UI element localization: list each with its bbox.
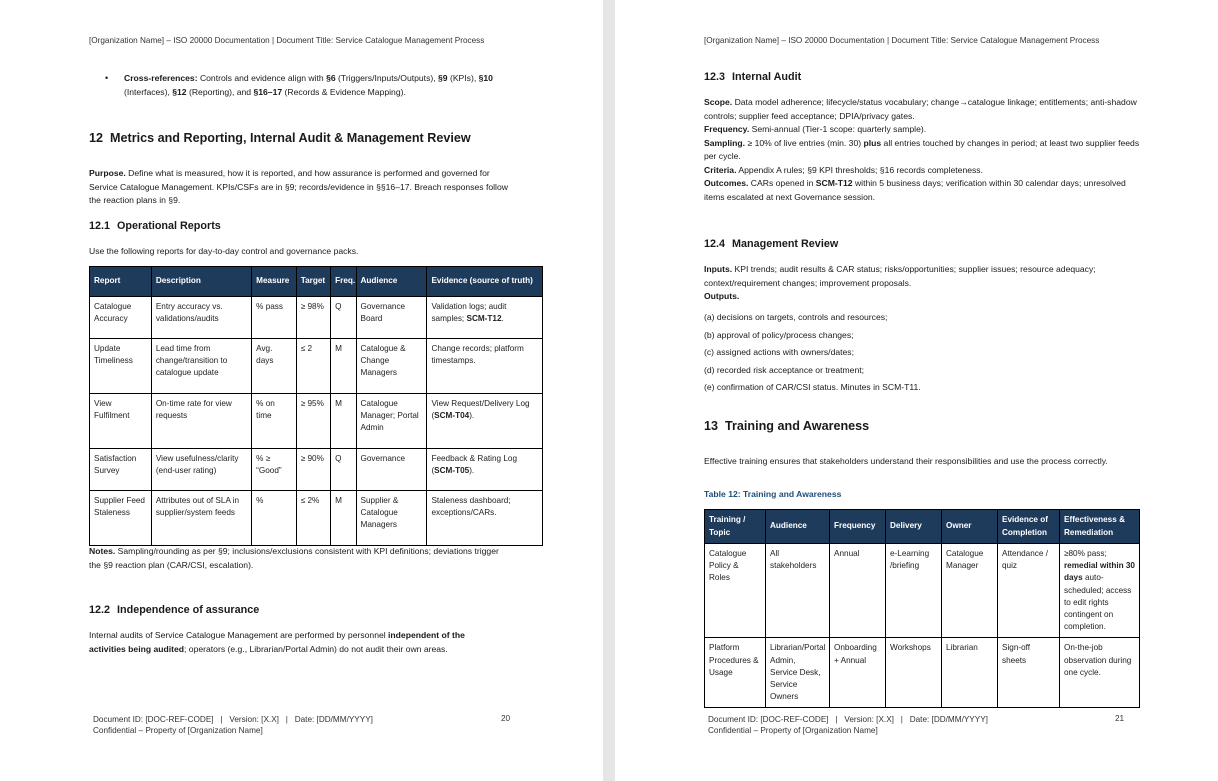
page-header: [Organization Name] – ISO 20000 Documentation | Document Title: Service Catalogue Management Process xyxy=(89,36,485,45)
table-cell: e-Learning /briefing xyxy=(886,544,942,638)
table-cell: View Fulfilment xyxy=(90,394,152,449)
table-cell: ≥ 98% xyxy=(296,297,330,339)
table-cell: ≤ 2 xyxy=(296,339,330,394)
table-cell: Catalogue Manager; Portal Admin xyxy=(356,394,427,449)
table-cell: Platform Procedures & Usage xyxy=(705,638,766,708)
table-cell: Validation logs; audit samples; SCM-T12. xyxy=(427,297,543,339)
list-item: (e) confirmation of CAR/CSI status. Minutes in SCM-T11. xyxy=(704,382,921,392)
outputs-label: Outputs. xyxy=(704,291,740,301)
table-cell: ≥80% pass; remedial within 30 days auto-scheduled; access to edit rights contingent on completion. xyxy=(1060,544,1140,638)
list-item: (b) approval of policy/process changes; xyxy=(704,329,854,340)
purpose-paragraph: Purpose. Define what is measured, how it is reported, and how assurance is performed and governed for Service Catalogue Management. KPIs/CSFs are in §9; records/evidence in §§16–17. Breach responses follow the reaction plans in §9. xyxy=(89,168,508,205)
table-cell: Sign-off sheets xyxy=(998,638,1060,708)
table-cell: Catalogue Manager xyxy=(942,544,998,638)
table-cell: M xyxy=(331,491,356,546)
table-cell: Governance xyxy=(356,449,427,491)
column-header: Training / Topic xyxy=(705,510,766,544)
criteria-line: Criteria. Appendix A rules; §9 KPI thresholds; §16 records completeness. xyxy=(704,164,983,175)
document-page-20 xyxy=(0,0,603,781)
outcomes-line: Outcomes. CARs opened in SCM-T12 within 5 business days; verification within 30 calendar days; unresolved items escalated at next Governance session. xyxy=(704,178,1126,202)
table-cell: Catalogue Accuracy xyxy=(90,297,152,339)
table-cell: Supplier Feed Staleness xyxy=(90,491,152,546)
table-cell: ≤ 2% xyxy=(296,491,330,546)
cross-references-bullet: • Cross-references: Controls and evidence align with §6 (Triggers/Inputs/Outputs), §9 (KPIs), §10 (Interfaces), §12 (Reporting), and §16–17 (Records & Evidence Mapping). xyxy=(105,73,493,97)
management-review-inputs: Inputs. KPI trends; audit results & CAR status; risks/opportunities; supplier issues; resource adequacy; context/requirement changes; improvement proposals. Outputs. xyxy=(704,263,1144,304)
column-header: Report xyxy=(90,267,152,297)
section-12-1-heading: 12.1 Operational Reports xyxy=(89,220,221,232)
table-cell: Change records; platform timestamps. xyxy=(427,339,543,394)
column-header: Freq. xyxy=(331,267,356,297)
table-cell: Update Timeliness xyxy=(90,339,152,394)
table-row xyxy=(90,394,543,449)
table-cell: Librarian/Portal Admin, Service Desk, Service Owners xyxy=(766,638,830,708)
frequency-line: Frequency. Semi-annual (Tier-1 scope: quarterly sample). xyxy=(704,124,927,134)
document-page-21 xyxy=(615,0,1218,781)
column-header: Description xyxy=(151,267,251,297)
table-cell: On-time rate for view requests xyxy=(151,394,251,449)
table-row xyxy=(705,638,1140,708)
table-cell: Supplier & Catalogue Managers xyxy=(356,491,427,546)
list-item: (d) recorded risk acceptance or treatment; xyxy=(704,364,865,375)
table-cell: Librarian xyxy=(942,638,998,708)
section-12-4-heading: 12.4 Management Review xyxy=(704,238,839,250)
table-cell: Staleness dashboard; exceptions/CARs. xyxy=(427,491,543,546)
section-12-heading: 12 Metrics and Reporting, Internal Audit & Management Review xyxy=(89,131,471,145)
table-cell: Satisfaction Survey xyxy=(90,449,152,491)
bullet-dot: • xyxy=(105,73,109,83)
section-12-3-heading: 12.3 Internal Audit xyxy=(704,71,802,83)
table-cell: Attributes out of SLA in supplier/system feeds xyxy=(151,491,251,546)
training-intro: Effective training ensures that stakeholders understand their responsibilities and use the process correctly. xyxy=(704,456,1108,466)
table-cell: % ≥ “Good” xyxy=(252,449,297,491)
column-header: Evidence (source of truth) xyxy=(427,267,543,297)
table-cell: View Request/Delivery Log (SCM-T04). xyxy=(427,394,543,449)
operational-reports-intro: Use the following reports for day-to-day control and governance packs. xyxy=(89,246,359,256)
section-13-heading: 13 Training and Awareness xyxy=(704,419,870,433)
table-cell: On-the-job observation during one cycle. xyxy=(1060,638,1140,708)
table-cell: Attendance / quiz xyxy=(998,544,1060,638)
table-cell: Lead time from change/transition to catalogue update xyxy=(151,339,251,394)
page-number: 20 xyxy=(501,714,511,723)
scope-line: Scope. Data model adherence; lifecycle/status vocabulary; change→catalogue linkage; entitlements; anti-shadow controls; supplier feed acceptance; DPIA/privacy gates. xyxy=(704,97,1137,121)
page-number: 21 xyxy=(1115,714,1125,723)
table-cell: ≥ 90% xyxy=(296,449,330,491)
independence-paragraph: Internal audits of Service Catalogue Management are performed by personnel independent of the activities being audited; operators (e.g., Librarian/Portal Admin) do not audit their own areas. xyxy=(89,630,465,654)
table-cell: Q xyxy=(331,449,356,491)
table-row xyxy=(90,491,543,546)
column-header: Frequency xyxy=(830,510,886,544)
table-row xyxy=(90,449,543,491)
column-header: Measure xyxy=(252,267,297,297)
table-cell: Feedback & Rating Log (SCM-T05). xyxy=(427,449,543,491)
table-cell: Annual xyxy=(830,544,886,638)
column-header: Target xyxy=(296,267,330,297)
page-footer: Document ID: [DOC-REF-CODE] | Version: [X.X] | Date: [DD/MM/YYYY] Confidential – Property of [Organization Name] xyxy=(93,715,373,735)
table-header-row xyxy=(90,267,543,297)
column-header: Owner xyxy=(942,510,998,544)
column-header: Audience xyxy=(766,510,830,544)
sampling-line: Sampling. ≥ 10% of live entries (min. 30) plus all entries touched by changes in period; at least two supplier feeds per cycle. xyxy=(704,137,1140,161)
internal-audit-details xyxy=(704,96,1144,204)
table-cell: Catalogue Policy & Roles xyxy=(705,544,766,638)
table-cell: Entry accuracy vs. validations/audits xyxy=(151,297,251,339)
table-cell: View usefulness/clarity (end-user rating) xyxy=(151,449,251,491)
table-row xyxy=(90,339,543,394)
table-cell: Onboarding + Annual xyxy=(830,638,886,708)
column-header: Effectiveness & Remediation xyxy=(1060,510,1140,544)
table-cell: All stakeholders xyxy=(766,544,830,638)
table-cell: % pass xyxy=(252,297,297,339)
list-item: (c) assigned actions with owners/dates; xyxy=(704,347,854,357)
table-caption: Table 12: Training and Awareness xyxy=(704,489,842,499)
table-row xyxy=(90,297,543,339)
page-footer: Document ID: [DOC-REF-CODE] | Version: [X.X] | Date: [DD/MM/YYYY] Confidential – Property of [Organization Name] xyxy=(708,715,988,735)
table-cell: ≥ 95% xyxy=(296,394,330,449)
column-header: Delivery xyxy=(886,510,942,544)
table-cell: Workshops xyxy=(886,638,942,708)
column-header: Evidence of Completion xyxy=(998,510,1060,544)
table-header-row xyxy=(705,510,1140,544)
table-cell: Catalogue & Change Managers xyxy=(356,339,427,394)
table-cell: Avg. days xyxy=(252,339,297,394)
table-cell: % xyxy=(252,491,297,546)
list-item: (a) decisions on targets, controls and resources; xyxy=(704,312,888,322)
outputs-list xyxy=(704,311,1144,399)
column-header: Audience xyxy=(356,267,427,297)
page-header: [Organization Name] – ISO 20000 Documentation | Document Title: Service Catalogue Management Process xyxy=(704,36,1100,45)
table-cell: % on time xyxy=(252,394,297,449)
table-row xyxy=(705,544,1140,638)
training-awareness-table xyxy=(704,509,1140,708)
table-cell: Q xyxy=(331,297,356,339)
table-cell: M xyxy=(331,339,356,394)
section-12-2-heading: 12.2 Independence of assurance xyxy=(89,604,260,616)
table-cell: M xyxy=(331,394,356,449)
notes-paragraph: Notes. Sampling/rounding as per §9; inclusions/exclusions consistent with KPI definitions; deviations trigger the §9 reaction plan (CAR/CSI, escalation). xyxy=(89,546,499,570)
table-cell: Governance Board xyxy=(356,297,427,339)
operational-reports-table xyxy=(89,266,543,546)
